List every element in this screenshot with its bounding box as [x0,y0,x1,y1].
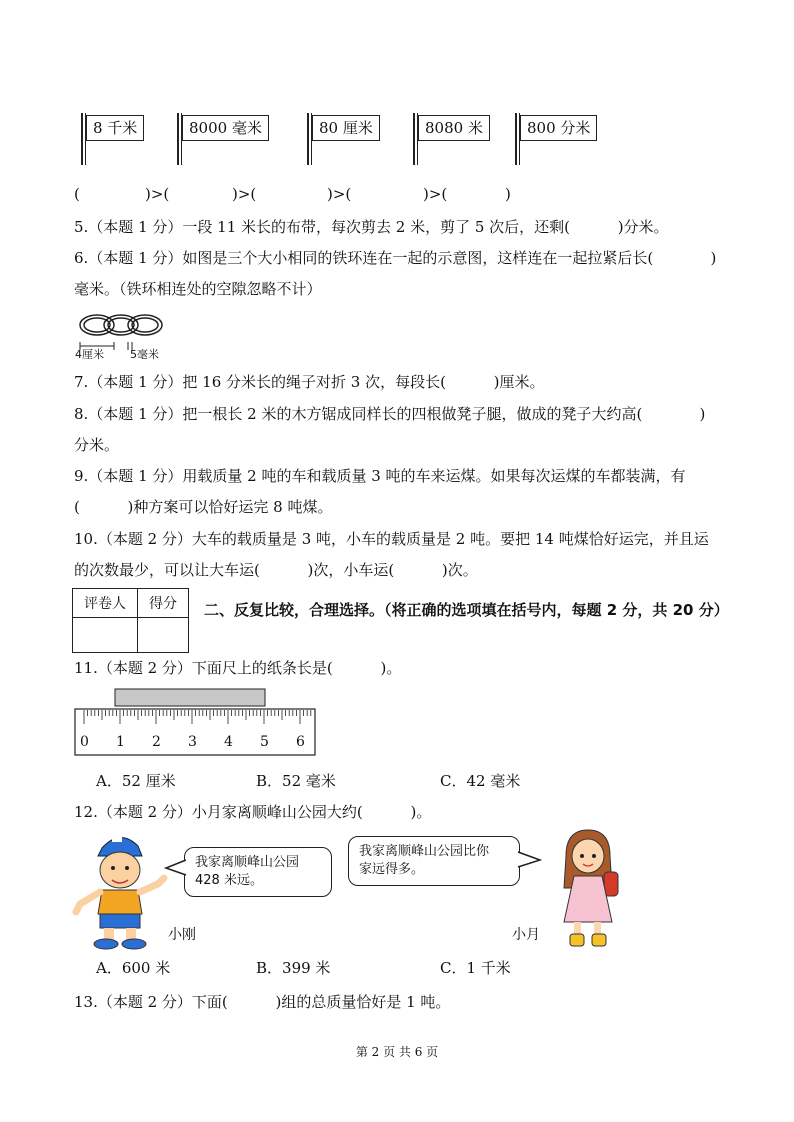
q12-option-b[interactable]: B．399 米 [256,959,331,977]
flag-label: 80 厘米 [312,115,380,141]
ring-label-a: 4厘米 [75,348,104,361]
flag-2 [174,113,262,165]
name-left: 小刚 [168,927,196,943]
reviewer-cell[interactable] [73,618,138,653]
compare-paren: )>( [423,185,448,203]
ruler-tick-label: 2 [152,734,161,750]
score-header: 得分 [138,589,189,618]
bubble-right-line2: 家远得多。 [359,862,425,877]
flag-4 [410,113,490,165]
name-right: 小月 [512,927,540,943]
question-10-line2: 的次数最少，可以让大车运( )次，小车运( )次。 [74,561,478,579]
flag-label: 8000 毫米 [182,115,269,141]
compare-paren: ) [505,185,511,203]
question-10-line1: 10.（本题 2 分）大车的载质量是 3 吨，小车的载质量是 2 吨。要把 14 吨煤恰好运完，并且运 [74,530,709,548]
ruler-tick-label: 1 [116,734,125,750]
question-6-line1: 6.（本题 1 分）如图是三个大小相同的铁环连在一起的示意图，这样连在一起拉紧后长( ) [74,249,717,267]
ruler-tick-label: 6 [296,734,305,750]
section-title: 二、反复比较，合理选择。（将正确的选项填在括号内，每题 2 分，共 20 分） [204,601,729,619]
q11-option-a[interactable]: A．52 厘米 [96,772,176,790]
compare-paren: )>( [232,185,257,203]
ring-label-b: 5毫米 [130,348,159,361]
flag-3 [304,113,384,165]
score-cell[interactable] [138,618,189,653]
flag-1 [78,113,158,165]
question-12: 12.（本题 2 分）小月家离顺峰山公园大约( )。 [74,803,432,821]
flag-label: 8080 米 [418,115,490,141]
compare-paren: )>( [145,185,170,203]
girl-illustration [552,826,622,950]
bubble-left-line1: 我家离顺峰山公园 [195,855,300,870]
question-8-line2: 分米。 [74,436,120,454]
q12-option-c[interactable]: C．1 千米 [440,959,511,977]
ruler-tick-label: 5 [260,734,269,750]
question-9-line2: ( )种方案可以恰好运完 8 吨煤。 [74,498,333,516]
speech-bubble-right [348,836,520,886]
bubble-left-line2: 428 米远。 [195,873,263,888]
ruler-tick-label: 4 [224,734,233,750]
question-7: 7.（本题 1 分）把 16 分米长的绳子对折 3 次，每段长( )厘米。 [74,373,545,391]
flag-label: 800 分米 [520,115,597,141]
score-table [72,588,189,653]
bubble-right-line1: 我家离顺峰山公园比你 [359,844,490,859]
bubble-left-tail [164,858,188,878]
compare-paren: ( [74,185,80,203]
bubble-right-tail [516,850,542,870]
speech-bubble-left [184,847,332,897]
question-8-line1: 8.（本题 1 分）把一根长 2 米的木方锯成同样长的四根做凳子腿，做成的凳子大约高( ) [74,405,706,423]
reviewer-header: 评卷人 [73,589,138,618]
boy-illustration [72,828,168,950]
q11-option-b[interactable]: B．52 毫米 [256,772,336,790]
ruler-tick-label: 0 [80,734,89,750]
question-9-line1: 9.（本题 1 分）用载质量 2 吨的车和载质量 3 吨的车来运煤。如果每次运煤的车都装满，有 [74,467,686,485]
ruler-tick-label: 3 [188,734,197,750]
question-11: 11.（本题 2 分）下面尺上的纸条长是( )。 [74,659,402,677]
flag-label: 8 千米 [86,115,144,141]
question-6-line2: 毫米。（铁环相连处的空隙忽略不计） [74,280,322,298]
page-footer: 第 2 页 共 6 页 [355,1045,439,1059]
flag-5 [512,113,592,165]
question-5: 5.（本题 1 分）一段 11 米长的布带，每次剪去 2 米，剪了 5 次后，还剩( )分米。 [74,218,669,236]
compare-paren: )>( [327,185,352,203]
ruler-labels [72,734,322,754]
q11-option-c[interactable]: C．42 毫米 [440,772,521,790]
question-13: 13.（本题 2 分）下面( )组的总质量恰好是 1 吨。 [74,993,451,1011]
q12-option-a[interactable]: A．600 米 [96,959,171,977]
